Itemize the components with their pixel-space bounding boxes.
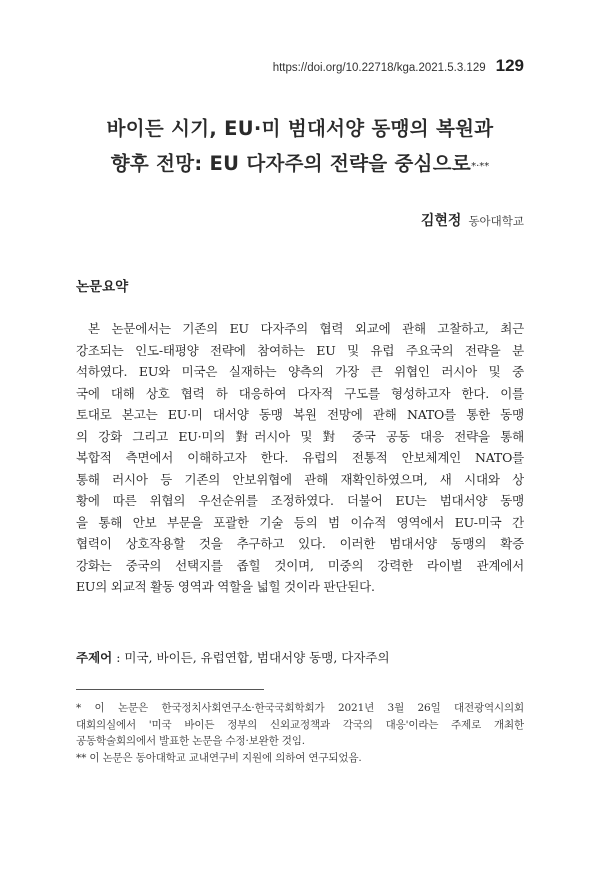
author-block	[421, 210, 524, 230]
title-text-1: 바이든 시기, EU·미 범대서양 동맹의 복원과	[106, 117, 494, 140]
abstract-body	[76, 318, 524, 598]
abstract-line: 석하였다. EU와 미국은 실재하는 양측의 가장 큰 위협인 러시아 및 중	[76, 364, 524, 379]
keywords-text: : 미국, 바이든, 유럽연합, 범대서양 동맹, 다자주의	[112, 650, 390, 665]
footnote-divider	[76, 689, 264, 690]
author-name: 김현정	[420, 213, 462, 229]
abstract-line: 국에 대해 상호 협력 하 대응하여 다자적 구도를 형성하고자 한다. 이를	[76, 385, 524, 401]
footnote-line: 대회의실에서 '미국 바이든 정부의 신외교정책과 각국의 대응'이라는 주제로 개최한	[76, 718, 524, 731]
abstract-line: 통해 러시아 등 기존의 안보위협에 관해 재확인하였으며, 새 시대와 상	[76, 471, 524, 487]
keywords-line	[76, 648, 390, 666]
abstract-line: 강화는 중국의 선택지를 좁힐 것이며, 미중의 강력한 라이벌 관계에서	[76, 557, 524, 573]
footnote-line: * 이 논문은 한국정치사회연구소·한국국회학회가 2021년 3월 26일 대전광역시의회	[76, 702, 524, 714]
abstract-line: 협력이 상호작용할 것을 추구하고 있다. 이러한 범대서양 동맹의 확증	[76, 536, 524, 551]
abstract-line: 황에 따른 위협의 우선순위를 조정하였다. 더불어 EU는 범대서양 동맹	[76, 493, 524, 508]
abstract-line: 본 논문에서는 기존의 EU 다자주의 협력 외교에 관해 고찰하고, 최근	[88, 321, 524, 336]
abstract-line: 토대로 본고는 EU·미 대서양 동맹 복원 전망에 관해 NATO를 통한 동맹	[76, 407, 524, 422]
abstract-line: EU의 외교적 활동 영역과 역할을 넓힐 것이라 판단된다.	[76, 579, 375, 594]
author-affiliation: 동아대학교	[468, 214, 524, 228]
paper-title-line-1	[0, 113, 600, 141]
title-footnote-marks: *·**	[471, 161, 490, 172]
footnote-line: ** 이 논문은 동아대학교 교내연구비 지원에 의하여 연구되었음.	[76, 751, 362, 764]
footnotes	[76, 700, 524, 766]
paper-title-line-2	[0, 148, 600, 176]
footnote-line: 공동학술회의에서 발표한 논문을 수정·보완한 것임.	[76, 735, 305, 747]
keywords-label: 주제어	[76, 650, 113, 665]
page-header	[273, 56, 524, 76]
abstract-heading: 논문요약	[76, 279, 129, 295]
doi-link[interactable]: https://doi.org/10.22718/kga.2021.5.3.129	[272, 62, 486, 74]
page-number: 129	[495, 56, 524, 75]
abstract-line: 의 강화 그리고 EU·미의 對러시아 및 對 중국 공동 대응 전략을 통해	[76, 428, 524, 444]
abstract-line: 복합적 측면에서 이해하고자 한다. 유럽의 전통적 안보체계인 NATO를	[76, 450, 524, 465]
title-text-2: 향후 전망: EU 다자주의 전략을 중심으로	[110, 152, 472, 175]
abstract-line: 을 통해 안보 부문을 포괄한 기술 등의 범 이슈적 영역에서 EU-미국 간	[76, 514, 524, 530]
abstract-line: 강조되는 인도-태평양 전략에 참여하는 EU 및 유럽 주요국의 전략을 분	[76, 342, 524, 358]
